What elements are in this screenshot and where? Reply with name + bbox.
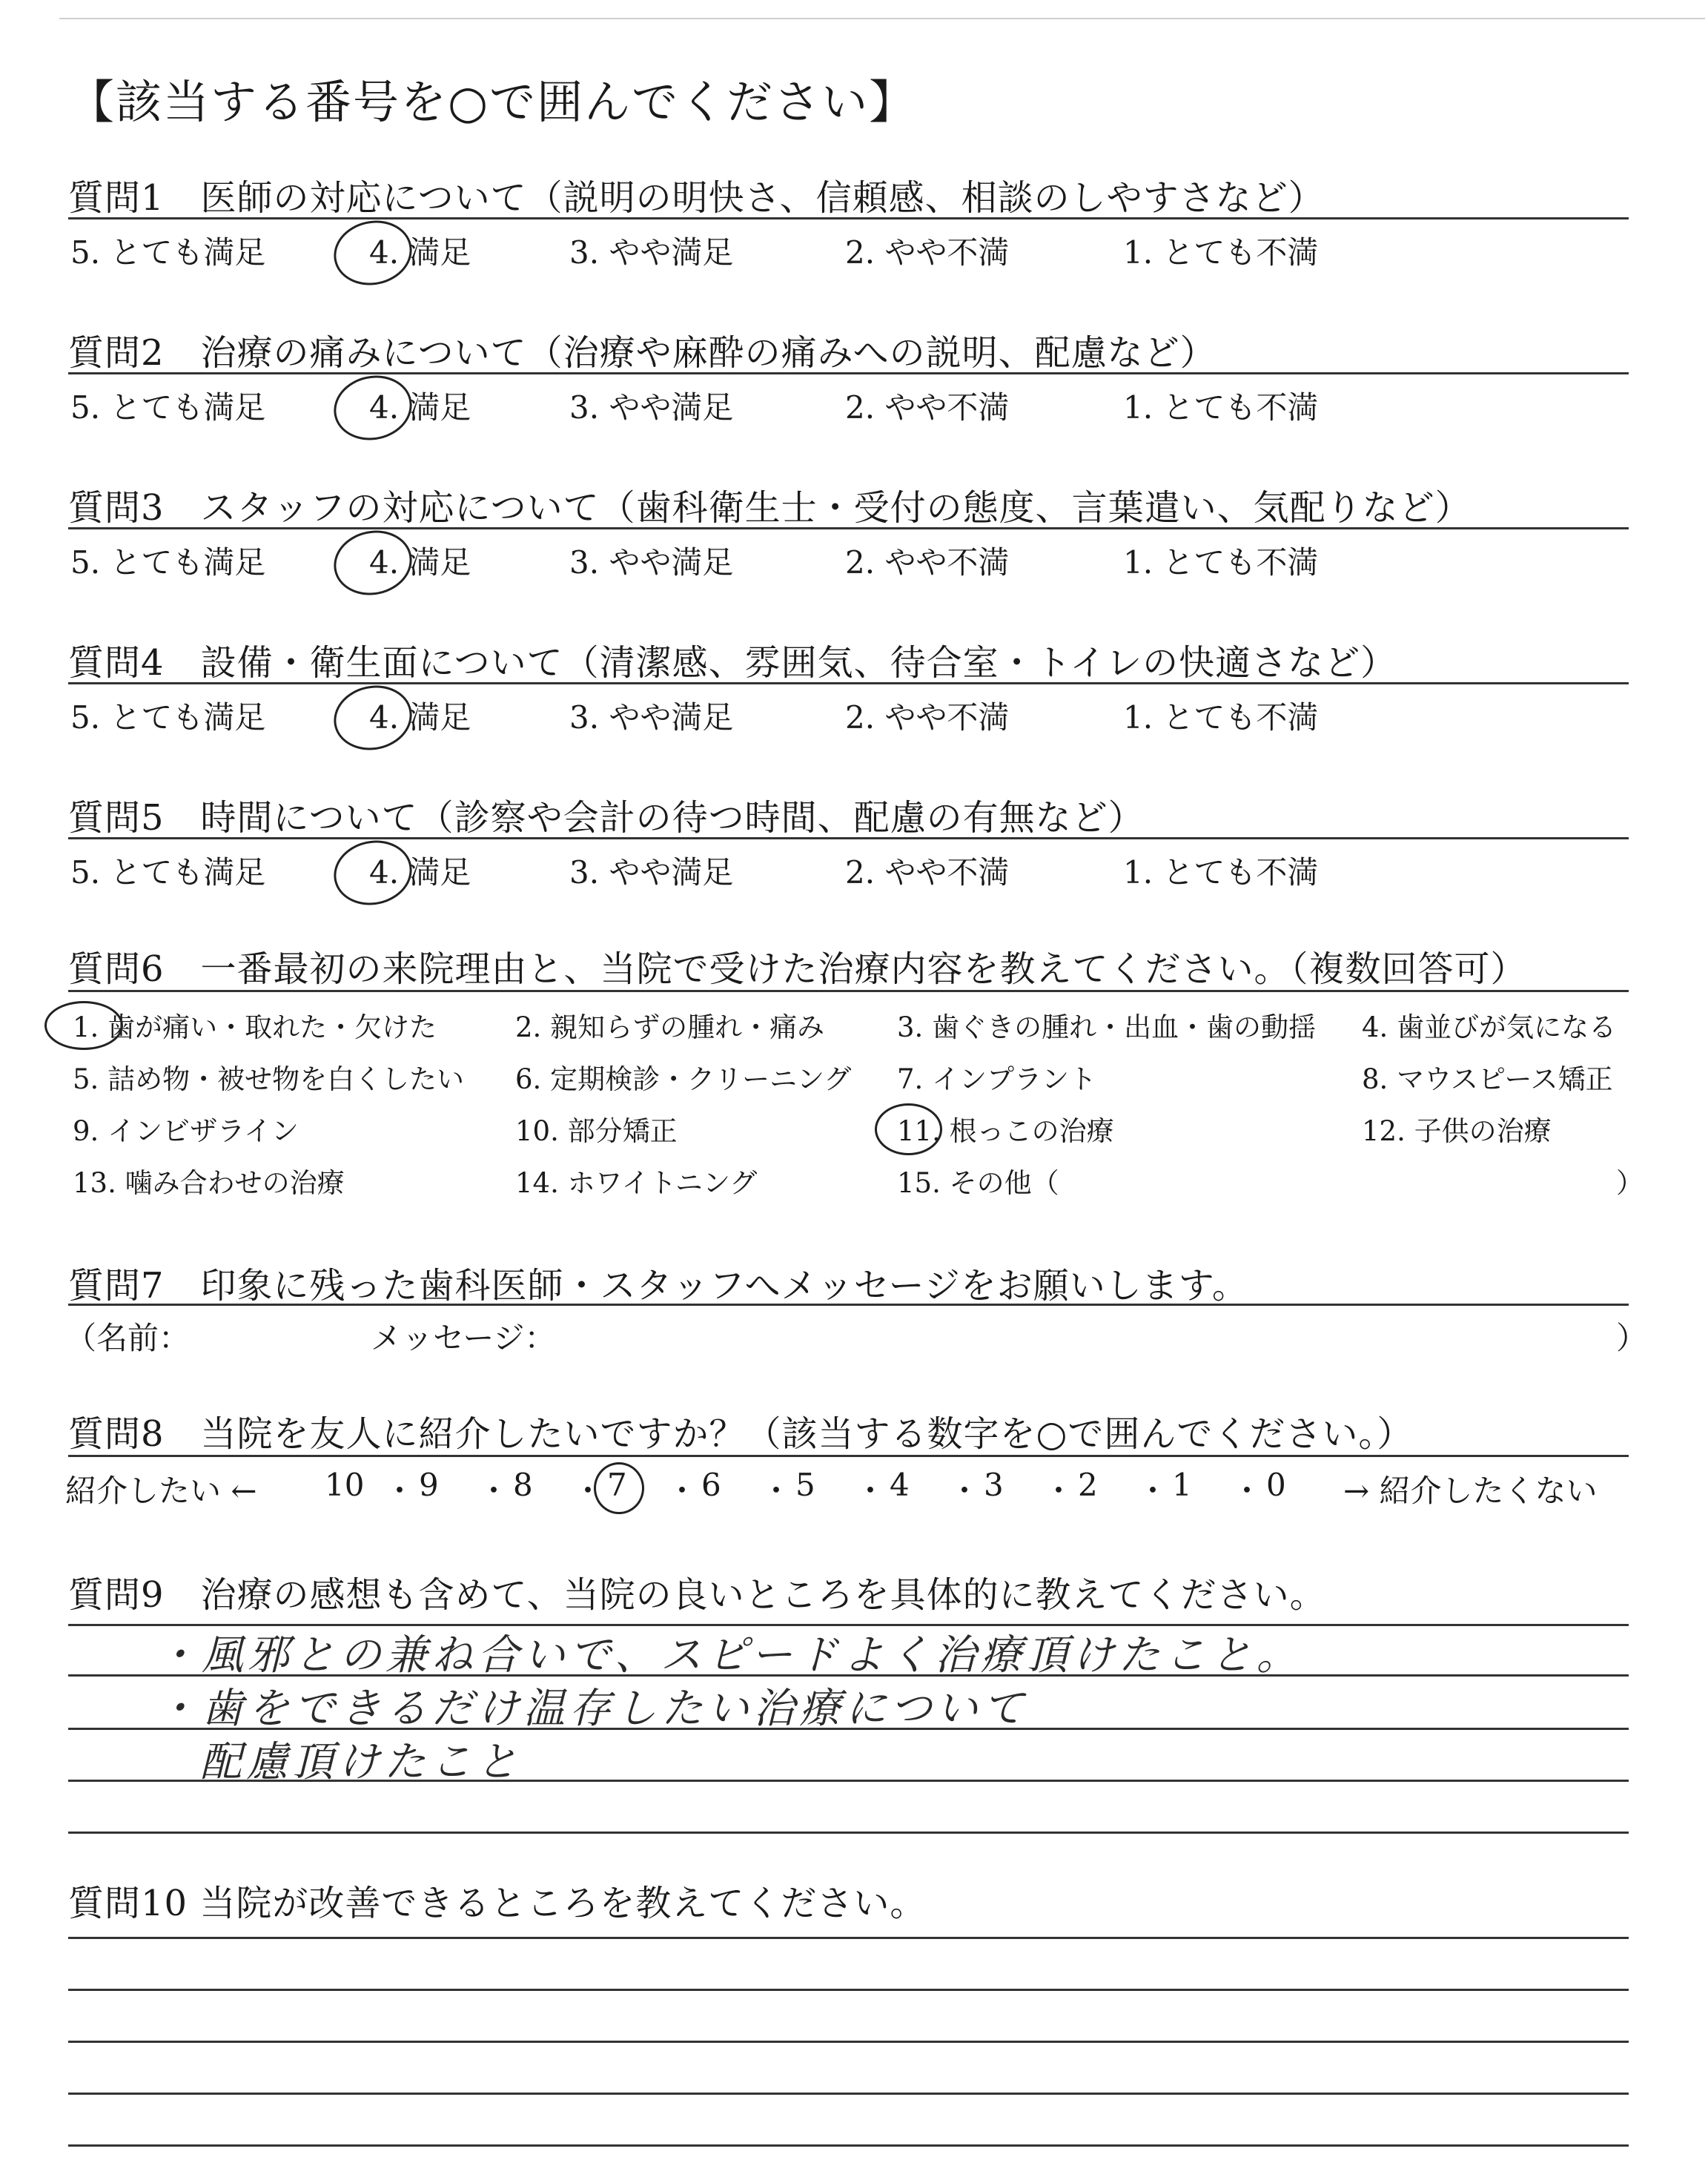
q8-scale-separator: ・ xyxy=(384,1473,416,1509)
q8-scale-separator: ・ xyxy=(761,1473,792,1509)
q9-answer-line-3: 配慮頂けたこと xyxy=(200,1738,522,1786)
q6-choice: 3. 歯ぐきの腫れ・出血・歯の動揺 xyxy=(897,1011,1317,1043)
q8-scale-number: 3 xyxy=(984,1467,1004,1503)
q8-scale-number: 4 xyxy=(890,1467,910,1503)
q5-option: 3. やや満足 xyxy=(569,854,734,891)
q8-scale-separator: ・ xyxy=(1137,1473,1169,1509)
q8-scale-number: 8 xyxy=(513,1467,533,1503)
q10-heading: 質問10 当院が改善できるところを教えてください。 xyxy=(68,1883,927,1924)
q4-option: 4. 満足 xyxy=(369,699,471,736)
q8-scale-number: 2 xyxy=(1078,1467,1098,1503)
q6-choice: 12. 子供の治療 xyxy=(1362,1115,1552,1147)
q4-option: 1. とても不満 xyxy=(1123,699,1319,736)
q10-rule-1 xyxy=(68,1937,1629,1939)
q6-choice: 9. インビザライン xyxy=(73,1115,299,1147)
q6-choice: 11. 根っこの治療 xyxy=(897,1115,1114,1147)
q1-option: 1. とても不満 xyxy=(1123,234,1319,271)
q6-selected-circle xyxy=(875,1103,942,1155)
q8-scale-separator: ・ xyxy=(1231,1473,1263,1509)
q6-heading: 質問6 一番最初の来院理由と、当院で受けた治療内容を教えてください。（複数回答可） xyxy=(68,948,1527,990)
q7-heading: 質問7 印象に残った歯科医師・スタッフへメッセージをお願いします。 xyxy=(68,1265,1248,1307)
page-title: 【該当する番号を○で囲んでください】 xyxy=(68,75,917,129)
q2-option: 1. とても不満 xyxy=(1123,389,1319,426)
q1-option: 2. やや不満 xyxy=(845,234,1010,271)
q3-option: 3. やや満足 xyxy=(569,544,734,581)
q3-option: 4. 満足 xyxy=(369,544,471,581)
q9-answer-line-2: ・歯をできるだけ温存したい治療について xyxy=(156,1685,1028,1733)
q8-scale-separator: ・ xyxy=(666,1473,698,1509)
q6-choice: 5. 詰め物・被せ物を白くしたい xyxy=(73,1063,465,1095)
q5-option: 2. やや不満 xyxy=(845,854,1010,891)
q8-scale-number: 10 xyxy=(325,1467,365,1503)
q8-scale-separator: ・ xyxy=(855,1473,887,1509)
q9-rule-5 xyxy=(68,1832,1629,1834)
q3-option: 5. とても満足 xyxy=(70,544,266,581)
q5-option: 1. とても不満 xyxy=(1123,854,1319,891)
q2-selected-circle xyxy=(328,369,418,447)
q6-choice: 8. マウスピース矯正 xyxy=(1362,1063,1613,1095)
q6-choice: 4. 歯並びが気になる xyxy=(1362,1011,1617,1043)
q8-left-label: 紹介したい ← xyxy=(65,1473,257,1509)
q4-option: 3. やや満足 xyxy=(569,699,734,736)
q6-selected-circle xyxy=(44,1001,123,1050)
q8-scale-number: 1 xyxy=(1172,1467,1192,1503)
q10-rule-2 xyxy=(68,1989,1629,1991)
q10-rule-3 xyxy=(68,2041,1629,2043)
q8-scale-number: 7 xyxy=(607,1467,627,1503)
q8-right-label: → 紹介したくない xyxy=(1343,1473,1598,1509)
q1-heading: 質問1 医師の対応について（説明の明快さ、信頼感、相談のしやすさなど） xyxy=(68,177,1325,219)
q1-option: 4. 満足 xyxy=(369,234,471,271)
q8-heading: 質問8 当院を友人に紹介したいですか？（該当する数字を○で囲んでください。） xyxy=(68,1413,1414,1455)
q8-scale-separator: ・ xyxy=(572,1473,604,1509)
q6-close-paren: ） xyxy=(1616,1167,1644,1199)
q5-heading: 質問5 時間について（診察や会計の待つ時間、配慮の有無など） xyxy=(68,797,1145,839)
q2-option: 4. 満足 xyxy=(369,389,471,426)
q6-choice: 13. 噛み合わせの治療 xyxy=(73,1167,345,1199)
q6-choice: 6. 定期検診・クリーニング xyxy=(515,1063,852,1095)
q6-choice: 15. その他（ xyxy=(897,1167,1059,1199)
q6-choice: 1. 歯が痛い・取れた・欠けた xyxy=(73,1011,437,1043)
q6-choice: 2. 親知らずの腫れ・痛み xyxy=(515,1011,825,1043)
q4-heading: 質問4 設備・衛生面について（清潔感、雰囲気、待合室・トイレの快適さなど） xyxy=(68,642,1397,684)
q6-choice: 7. インプラント xyxy=(897,1063,1097,1095)
q8-scale-separator: ・ xyxy=(949,1473,981,1509)
q3-selected-circle xyxy=(328,524,418,602)
q8-scale-separator: ・ xyxy=(478,1473,510,1509)
q8-scale-number: 5 xyxy=(795,1467,815,1503)
q4-option: 2. やや不満 xyxy=(845,699,1010,736)
q4-selected-circle xyxy=(328,678,418,757)
top-border xyxy=(59,18,1705,19)
q7-close-paren: ） xyxy=(1616,1320,1648,1356)
q9-answer-line-1: ・風邪との兼ね合いで、スピードよく治療頂けたこと。 xyxy=(156,1631,1302,1680)
q8-scale-number: 0 xyxy=(1266,1467,1286,1503)
q9-heading: 質問9 治療の感想も含めて、当院の良いところを具体的に教えてください。 xyxy=(68,1574,1326,1616)
q3-heading: 質問3 スタッフの対応について（歯科衛生士・受付の態度、言葉遣い、気配りなど） xyxy=(68,487,1472,529)
q5-option: 5. とても満足 xyxy=(70,854,266,891)
q1-option: 5. とても満足 xyxy=(70,234,266,271)
q3-option: 2. やや不満 xyxy=(845,544,1010,581)
q8-scale-number: 9 xyxy=(419,1467,439,1503)
q1-rule xyxy=(68,217,1629,219)
q8-rule xyxy=(68,1455,1629,1457)
q2-heading: 質問2 治療の痛みについて（治療や麻酔の痛みへの説明、配慮など） xyxy=(68,332,1217,374)
q10-rule-4 xyxy=(68,2093,1629,2095)
q7-name-label: （名前： xyxy=(65,1320,191,1356)
q3-option: 1. とても不満 xyxy=(1123,544,1319,581)
q8-selected-circle xyxy=(594,1462,644,1514)
q2-option: 5. とても満足 xyxy=(70,389,266,426)
q2-option: 3. やや満足 xyxy=(569,389,734,426)
q8-scale-number: 6 xyxy=(701,1467,721,1503)
q6-choice: 14. ホワイトニング xyxy=(515,1167,758,1199)
q2-rule xyxy=(68,372,1629,374)
q8-scale-separator: ・ xyxy=(1043,1473,1075,1509)
q3-rule xyxy=(68,527,1629,529)
q4-rule xyxy=(68,682,1629,684)
q1-selected-circle xyxy=(328,214,418,292)
q7-rule xyxy=(68,1304,1629,1306)
q5-selected-circle xyxy=(328,833,418,912)
q6-choice: 10. 部分矯正 xyxy=(515,1115,678,1147)
q10-rule-5 xyxy=(68,2144,1629,2147)
q6-rule xyxy=(68,990,1629,992)
q7-message-label: メッセージ： xyxy=(371,1320,556,1356)
q4-option: 5. とても満足 xyxy=(70,699,266,736)
q5-rule xyxy=(68,837,1629,839)
q2-option: 2. やや不満 xyxy=(845,389,1010,426)
q1-option: 3. やや満足 xyxy=(569,234,734,271)
q5-option: 4. 満足 xyxy=(369,854,471,891)
